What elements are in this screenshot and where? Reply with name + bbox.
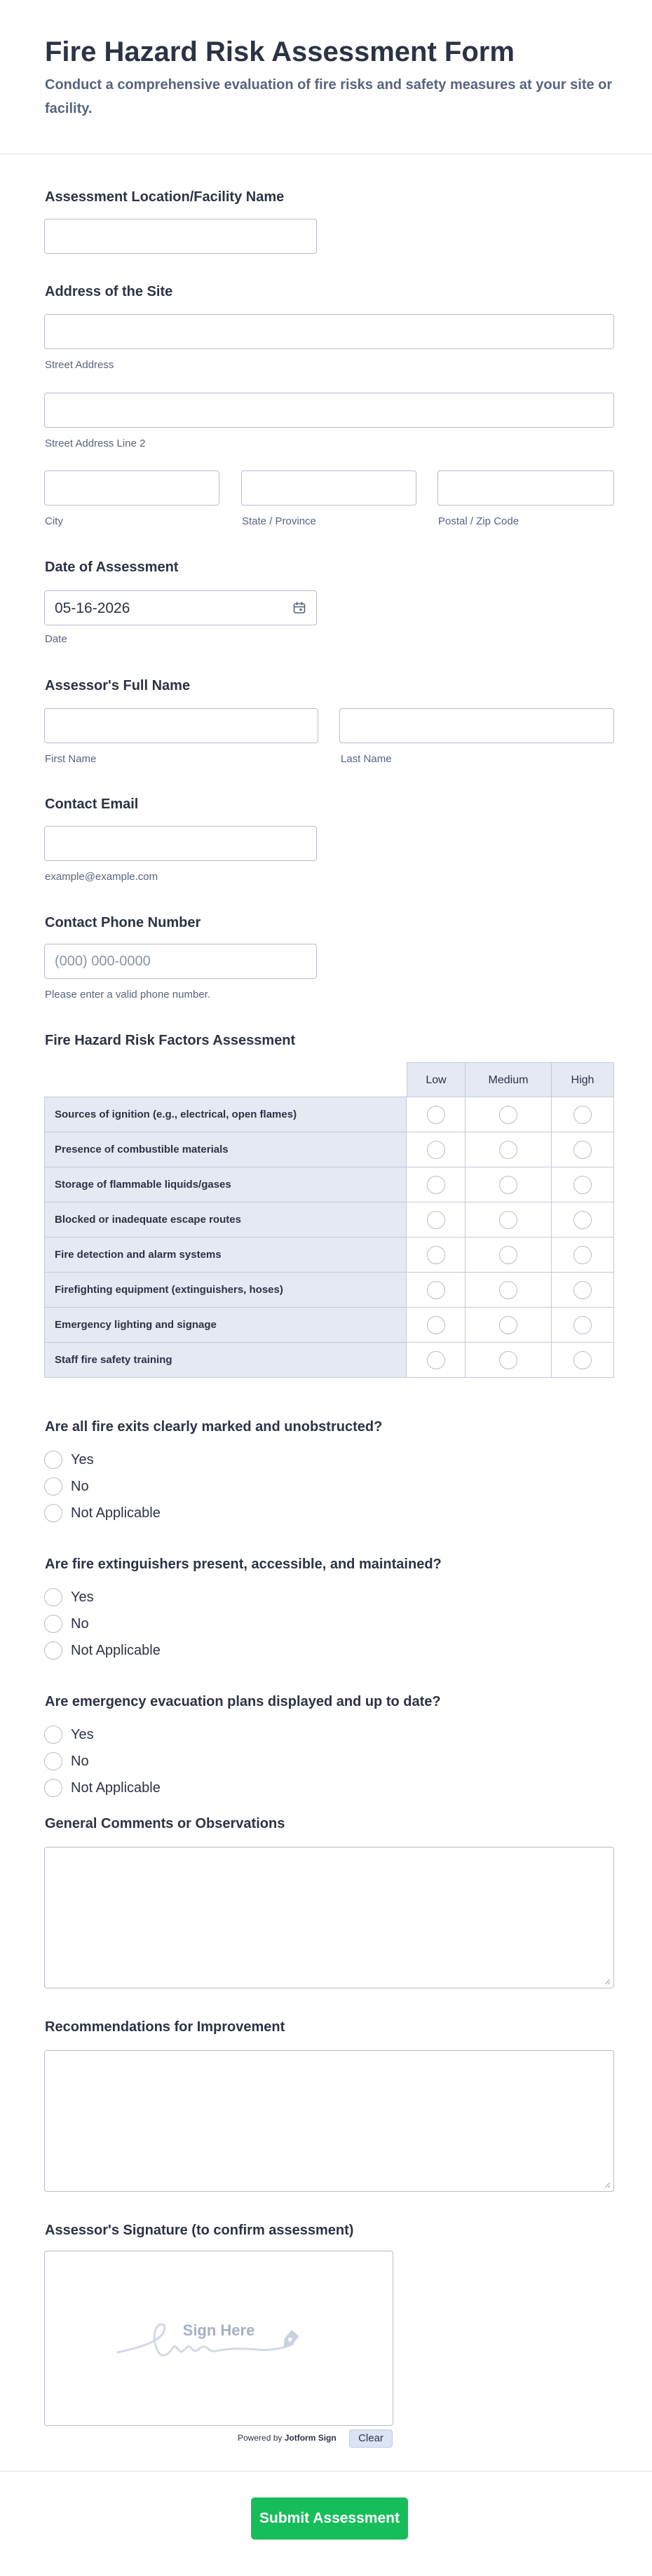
matrix-cell [552, 1343, 614, 1378]
recommendations-textarea[interactable] [44, 2050, 614, 2192]
matrix-radio-high[interactable] [573, 1176, 592, 1194]
matrix-radio-high[interactable] [573, 1246, 592, 1264]
matrix-radio-high[interactable] [573, 1281, 592, 1299]
matrix-cell [552, 1167, 614, 1202]
matrix-cell [407, 1132, 466, 1167]
matrix-row-label: Presence of combustible materials [44, 1132, 407, 1167]
matrix-cell [552, 1202, 614, 1238]
zip-sublabel: Postal / Zip Code [438, 515, 519, 527]
comments-label: General Comments or Observations [45, 1816, 285, 1831]
matrix-cell [552, 1132, 614, 1167]
date-value: 05-16-2026 [55, 600, 130, 616]
email-sublabel: example@example.com [45, 871, 158, 883]
matrix-radio-high[interactable] [573, 1316, 592, 1334]
street-address-2-input[interactable] [44, 393, 614, 428]
matrix-radio-low[interactable] [427, 1246, 445, 1264]
form-subtitle: Conduct a comprehensive evaluation of fire risks and safety measures at your site or facility. [45, 77, 613, 116]
radio-option-label: Yes [71, 1452, 94, 1467]
matrix-radio-low[interactable] [427, 1281, 445, 1299]
radio-button[interactable] [44, 1477, 62, 1496]
date-label: Date of Assessment [45, 560, 179, 575]
location-label: Assessment Location/Facility Name [45, 189, 285, 205]
matrix-radio-high[interactable] [573, 1211, 592, 1229]
matrix-radio-low[interactable] [427, 1141, 445, 1159]
matrix-cell [466, 1238, 552, 1273]
last-name-sublabel: Last Name [341, 753, 392, 765]
matrix-cell [466, 1132, 552, 1167]
powered-by [238, 2433, 337, 2443]
radio-option-label: No [71, 1479, 89, 1494]
matrix-cell [466, 1097, 552, 1132]
matrix-radio-medium[interactable] [499, 1246, 517, 1264]
signature-placeholder: Sign Here [182, 2321, 255, 2339]
submit-button[interactable]: Submit Assessment [251, 2497, 408, 2540]
radio-button[interactable] [44, 1752, 62, 1770]
radio-button[interactable] [44, 1726, 62, 1744]
street-address-input[interactable] [44, 314, 614, 349]
footer-divider [0, 2471, 652, 2472]
matrix-radio-high[interactable] [573, 1141, 592, 1159]
matrix-row-label: Firefighting equipment (extinguishers, hoses) [44, 1273, 407, 1308]
matrix-row-label: Blocked or inadequate escape routes [44, 1202, 407, 1238]
radio-button[interactable] [44, 1779, 62, 1797]
matrix-radio-medium[interactable] [499, 1351, 517, 1369]
signature-label: Assessor's Signature (to confirm assessment) [45, 2223, 354, 2238]
resize-grip-icon[interactable] [604, 2181, 611, 2188]
radio-option-label: Yes [71, 1727, 94, 1742]
matrix-column-medium: Medium [466, 1062, 552, 1097]
matrix-cell [407, 1273, 466, 1308]
radio-button[interactable] [44, 1641, 62, 1660]
radio-button[interactable] [44, 1615, 62, 1633]
address-label: Address of the Site [45, 284, 173, 299]
street-address-2-sublabel: Street Address Line 2 [45, 438, 146, 449]
calendar-icon[interactable] [292, 601, 306, 615]
matrix-cell [552, 1308, 614, 1343]
clear-signature-button[interactable]: Clear [349, 2429, 393, 2448]
radio-option-label: Not Applicable [71, 1505, 161, 1521]
matrix-row-label: Staff fire safety training [44, 1343, 407, 1378]
radio-option-label: No [71, 1616, 89, 1632]
street-address-sublabel: Street Address [45, 359, 114, 371]
radio-option-label: Not Applicable [71, 1780, 161, 1796]
powered-by-text: Powered by [238, 2433, 283, 2443]
matrix-column-low: Low [407, 1062, 466, 1097]
city-sublabel: City [45, 515, 63, 527]
matrix-radio-low[interactable] [427, 1106, 445, 1124]
phone-label: Contact Phone Number [45, 915, 201, 930]
radio-option-label: Yes [71, 1589, 94, 1605]
first-name-sublabel: First Name [45, 753, 97, 765]
radio-button[interactable] [44, 1588, 62, 1606]
matrix-cell [466, 1308, 552, 1343]
matrix-cell [407, 1167, 466, 1202]
radio-option-label: Not Applicable [71, 1643, 161, 1658]
question-label: Are emergency evacuation plans displayed and up to date? [45, 1694, 441, 1709]
matrix-radio-low[interactable] [427, 1176, 445, 1194]
matrix-radio-high[interactable] [573, 1106, 592, 1124]
matrix-row-label: Emergency lighting and signage [44, 1308, 407, 1343]
matrix-radio-medium[interactable] [499, 1176, 517, 1194]
matrix-radio-medium[interactable] [499, 1211, 517, 1229]
phone-input[interactable] [44, 944, 317, 979]
date-sublabel: Date [45, 633, 67, 645]
email-label: Contact Email [45, 796, 139, 812]
matrix-radio-low[interactable] [427, 1211, 445, 1229]
matrix-radio-medium[interactable] [499, 1316, 517, 1334]
assessor-label: Assessor's Full Name [45, 678, 191, 693]
question-label: Are all fire exits clearly marked and unobstructed? [45, 1419, 383, 1435]
date-input[interactable] [44, 590, 317, 625]
zip-input[interactable] [437, 470, 614, 506]
radio-option-label: No [71, 1754, 89, 1769]
matrix-row-label: Sources of ignition (e.g., electrical, open flames) [44, 1097, 407, 1132]
form-header [0, 0, 652, 154]
matrix-radio-medium[interactable] [499, 1141, 517, 1159]
state-input[interactable] [241, 470, 416, 506]
matrix-column-high: High [552, 1062, 614, 1097]
radio-button[interactable] [44, 1504, 62, 1522]
matrix-cell [466, 1202, 552, 1238]
resize-grip-icon[interactable] [604, 1978, 611, 1985]
matrix-cell [552, 1097, 614, 1132]
matrix-cell [407, 1308, 466, 1343]
first-name-input[interactable] [44, 708, 318, 743]
phone-sublabel: Please enter a valid phone number. [45, 989, 210, 1001]
matrix-row-label: Storage of flammable liquids/gases [44, 1167, 407, 1202]
comments-textarea[interactable] [44, 1847, 614, 1988]
matrix-cell [407, 1097, 466, 1132]
matrix-cell [466, 1167, 552, 1202]
matrix-radio-medium[interactable] [499, 1106, 517, 1124]
matrix-radio-high[interactable] [573, 1351, 592, 1369]
last-name-input[interactable] [339, 708, 614, 743]
state-sublabel: State / Province [242, 515, 316, 527]
matrix-cell [407, 1238, 466, 1273]
radio-button[interactable] [44, 1451, 62, 1469]
matrix-radio-low[interactable] [427, 1316, 445, 1334]
matrix-row-label: Fire detection and alarm systems [44, 1238, 407, 1273]
location-input[interactable] [44, 219, 317, 254]
question-label: Are fire extinguishers present, accessible, and maintained? [45, 1557, 442, 1572]
matrix-cell [552, 1238, 614, 1273]
matrix-cell [407, 1343, 466, 1378]
email-input[interactable] [44, 826, 317, 861]
form-title: Fire Hazard Risk Assessment Form [45, 36, 515, 67]
city-input[interactable] [44, 470, 219, 506]
matrix-cell [466, 1343, 552, 1378]
recommendations-label: Recommendations for Improvement [45, 2019, 285, 2035]
matrix-label: Fire Hazard Risk Factors Assessment [45, 1033, 296, 1048]
matrix-radio-low[interactable] [427, 1351, 445, 1369]
jotform-sign-brand: Jotform Sign [284, 2433, 337, 2443]
matrix-radio-medium[interactable] [499, 1281, 517, 1299]
signature-pad[interactable] [44, 2251, 393, 2426]
matrix-cell [407, 1202, 466, 1238]
matrix-cell [466, 1273, 552, 1308]
matrix-cell [552, 1273, 614, 1308]
